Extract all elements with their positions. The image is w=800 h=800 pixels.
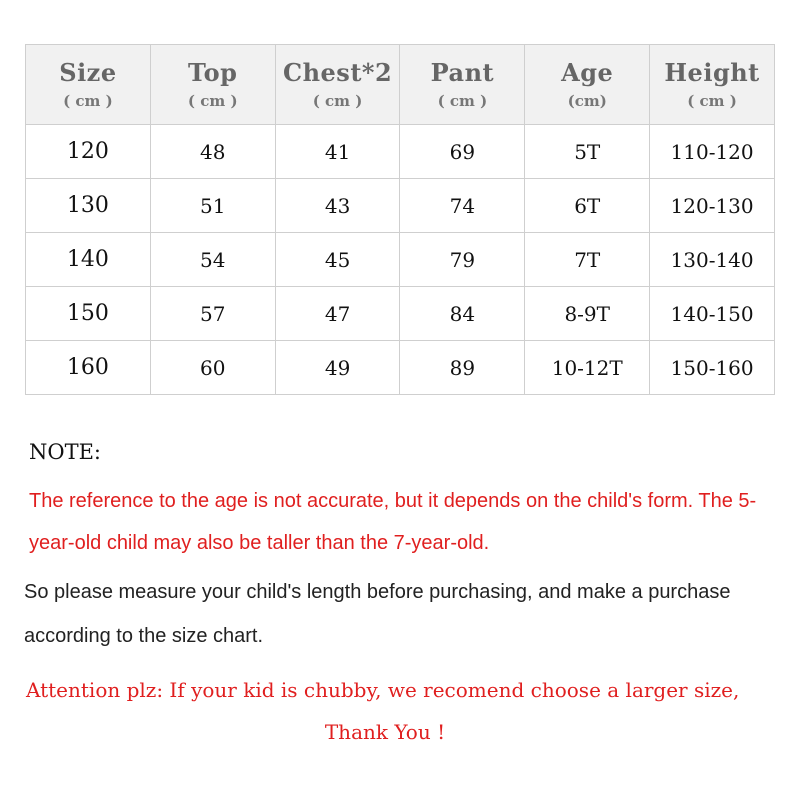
table-cell: 84	[400, 287, 525, 341]
header-cell-pant	[400, 45, 525, 125]
header-row	[26, 45, 775, 125]
size-chart-body	[26, 125, 775, 395]
table-cell: 130	[26, 179, 151, 233]
column-unit: ( cm )	[63, 91, 113, 110]
column-label: Chest*2	[282, 57, 393, 87]
table-cell: 130-140	[650, 233, 775, 287]
table-cell: 8-9T	[525, 287, 650, 341]
table-cell: 45	[275, 233, 400, 287]
table-row	[26, 179, 775, 233]
table-cell: 10-12T	[525, 341, 650, 395]
attention-note: Attention plz: If your kid is chubby, we recomend choose a larger size,	[26, 678, 740, 702]
column-unit: ( cm )	[687, 91, 737, 110]
table-cell: 89	[400, 341, 525, 395]
measure-note: So please measure your child's length before purchasing, and make a purchase according to the size chart.	[24, 581, 731, 647]
table-cell: 60	[150, 341, 275, 395]
table-cell: 41	[275, 125, 400, 179]
header-cell-chest	[275, 45, 400, 125]
column-label: Size	[59, 57, 117, 87]
table-row	[26, 233, 775, 287]
header-cell-size	[26, 45, 151, 125]
header-cell-height	[650, 45, 775, 125]
table-cell: 150-160	[650, 341, 775, 395]
column-label: Age	[561, 57, 614, 87]
table-cell: 140	[26, 233, 151, 287]
column-unit: ( cm )	[437, 91, 488, 110]
table-row	[26, 341, 775, 395]
table-cell: 120-130	[650, 179, 775, 233]
table-cell: 5T	[525, 125, 650, 179]
table-cell: 54	[150, 233, 275, 287]
table-cell: 110-120	[650, 125, 775, 179]
table-cell: 7T	[525, 233, 650, 287]
column-label: Height	[664, 57, 760, 87]
table-row	[26, 125, 775, 179]
table-cell: 47	[275, 287, 400, 341]
column-label: Top	[188, 57, 238, 87]
table-cell: 74	[400, 179, 525, 233]
table-cell: 49	[275, 341, 400, 395]
table-row	[26, 287, 775, 341]
table-cell: 160	[26, 341, 151, 395]
table-cell: 57	[150, 287, 275, 341]
table-cell: 79	[400, 233, 525, 287]
header-cell-age	[525, 45, 650, 125]
table-cell: 120	[26, 125, 151, 179]
column-label: Pant	[430, 57, 495, 87]
header-cell-top	[150, 45, 275, 125]
size-chart-table	[25, 44, 775, 395]
size-chart-header	[26, 45, 775, 125]
table-cell: 48	[150, 125, 275, 179]
column-unit: (cm)	[567, 91, 607, 110]
table-cell: 69	[400, 125, 525, 179]
thank-you-text: Thank You !	[324, 720, 446, 744]
table-cell: 150	[26, 287, 151, 341]
column-unit: ( cm )	[312, 91, 363, 110]
note-label: NOTE:	[29, 440, 102, 464]
column-unit: ( cm )	[187, 91, 238, 110]
table-cell: 6T	[525, 179, 650, 233]
table-cell: 51	[150, 179, 275, 233]
table-cell: 140-150	[650, 287, 775, 341]
table-cell: 43	[275, 179, 400, 233]
age-accuracy-note: The reference to the age is not accurate, but it depends on the child's form. The 5-year-old child may also be taller than the 7-year-old.	[29, 490, 757, 554]
